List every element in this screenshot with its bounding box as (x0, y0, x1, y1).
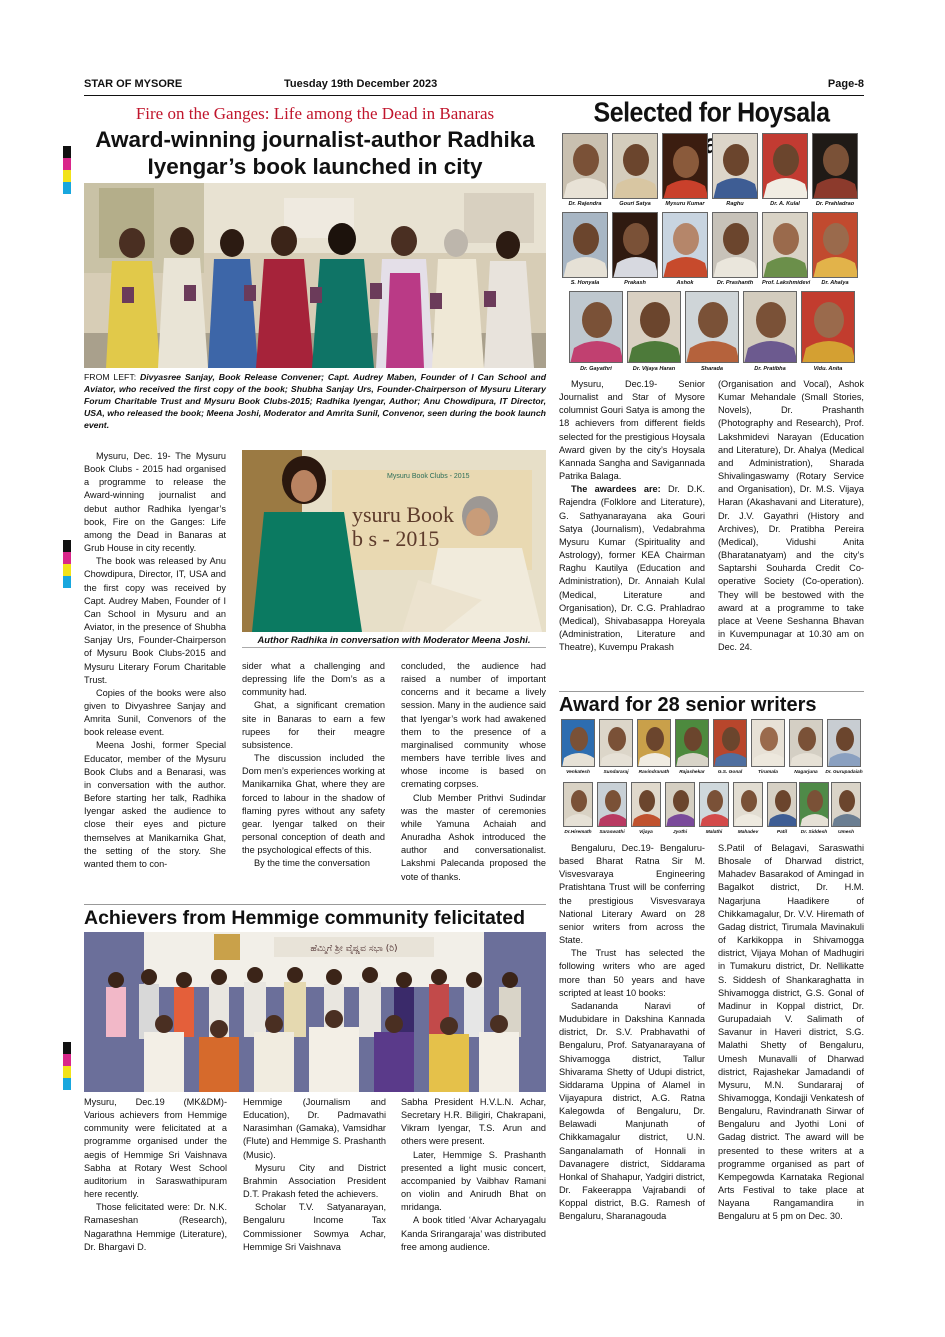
portrait-name: Dr. Rajendra (568, 201, 602, 207)
portrait (827, 719, 861, 767)
portrait (562, 212, 608, 278)
hoysala-col2-para: (Organisation and Vocal), Ashok Kumar Mehandale (Small Stories, Novels), Dr. Prashanth (Photography and Research), Prof. Lakshmidevi Narayan (Education and Literature), Dr. Ahalya (Medical and Administration), Sharada Shivalingaswamy (Rotary Service and Organisation), Dr. M.S. Vijaya Haran (Akashavani and Literature), Dr. J.V. Gayathri (History and Archives), Dr. Pratibha Pereira (Medical), Vidushi Anita (Bharatanatyam) and the city’s Saptarshi Souharda Credit Co-operative Society (Co-operation). They will be bestowed with the award at a programme to take place at Veene Seshanna Bhavan in Kuvempunagar at 10.30 am on Dec. 24. (718, 379, 864, 653)
registration-mark (63, 158, 71, 170)
book-col2-para: By the time the conversation (254, 858, 370, 869)
registration-mark (63, 182, 71, 194)
portrait (713, 719, 747, 767)
portrait-name: Dr. Ahalya (821, 280, 849, 286)
portrait (675, 719, 709, 767)
book-launch-illustration (84, 183, 546, 368)
hemmige-headline: Achievers from Hemmige community felicitated (84, 904, 546, 930)
portrait (799, 782, 829, 827)
hemmige-col1-para: Mysuru, Dec.19 (MK&DM)- Various achievers from Hemmige community were felicitated at a programme organised under the aegis of Hemmige Sri Vaishnava Sabha at Rotary West School auditorium in Saraswathipuram here recently. (84, 1097, 227, 1200)
portrait (712, 212, 758, 278)
senior-column-1 (559, 842, 705, 1262)
book-column-2 (242, 660, 385, 900)
hemmige-col1-para: Those felicitated were: Dr. N.K. Ramaseshan (Research), Nagarathna Hemmige (Literature), Dr. Bhargavi D. (84, 1202, 227, 1252)
caption-text: Divyasree Sanjay, Book Release Convener; Capt. Audrey Maben, Founder of I Can School and Aviator, who received the first copy of the book; Shubha Sanjay Urs, Founder-Chairperson of Mysuru Literary Forum Charitable Trust and Mysuru Book Clubs-2015; Radhika Iyengar, Author; Anu Chowdipura, IT Director, USA, who released the book; Meena Joshi, Moderator and Amrita Sunil, Convenor, seen during the book launch event. (84, 372, 546, 430)
portrait (685, 291, 739, 363)
hemmige-col3-para: A book titled ‘Alvar Acharyagalu Kanda Srirangaraja’ was distributed free among audience. (401, 1215, 546, 1252)
portrait (762, 212, 808, 278)
conversation-caption: Author Radhika in conversation with Moderator Meena Joshi. (242, 634, 546, 648)
portrait-name: Vijaya (639, 830, 653, 835)
portrait (789, 719, 823, 767)
book-col2-para: The discussion included the Dom men’s experiences working at Manikarnika Ghat, where they are forced to labour in the shadow of flaming pyres without any safety gear. Iyengar talked on their personal conception of death and the psychological effects of this. (242, 753, 385, 856)
registration-mark (63, 170, 71, 182)
conversation-illustration (242, 450, 546, 632)
portrait (637, 719, 671, 767)
portrait (831, 782, 861, 827)
book-col3-para: Club Member Prithvi Sudindar was the master of ceremonies while Yamuna Achaiah and Anuradha Ashok introduced the author and conversationalist. Lakshmi Palecanda proposed the vote of thanks. (401, 792, 546, 882)
conversation-photo (242, 450, 546, 632)
portrait-name: Dr. Prahladrao (815, 201, 855, 207)
senior-col1-para: Bengaluru, Dec.19- Bengaluru-based Bharat Ratna Sir M. Visvesvaraya Engineering Pratishtana Trust will be conferring the prestigious Visvesvaraya National Literary Award on 28 senior writers from across the State. (559, 843, 705, 946)
senior-column-2 (718, 842, 864, 1262)
portrait-name: Vidu. Anita (813, 366, 843, 372)
portrait-name: Dr. Prashanth (716, 280, 754, 286)
portrait-name: Raghu (726, 201, 744, 207)
book-col1-para: Copies of the books were also given to Divyashree Sanjay and Amrita Sunil, Convenors of the book release event. (84, 687, 226, 738)
book-kicker: Fire on the Ganges: Life among the Dead in Banaras (135, 104, 495, 123)
portrait-name: Jyothi (672, 830, 688, 835)
portrait-name: Gouri Satya (619, 201, 651, 207)
portrait-name: Venkatesh (566, 770, 590, 775)
hemmige-col3-para: Later, Hemmige S. Prashanth presented a light music concert, accompanied by Vaibhav Ramani on violin and Anirudh Bhat on mridanga. (401, 1149, 546, 1213)
book-col2-para: sider what a challenging and depressing life the Dom’s as a community had. (242, 661, 385, 698)
portrait (631, 782, 661, 827)
issue-date: Tuesday 19th December 2023 (284, 78, 438, 90)
paper-name: STAR OF MYSORE (84, 78, 183, 90)
hoysala-portraits-row2 (559, 212, 864, 288)
portrait (743, 291, 797, 363)
book-col1-para: Meena Joshi, former Special Educator, member of the Mysuru Book Clubs and a Benarasi, was in conversation with the author. Before starting her talk, Radhika Iyengar asked the audience to close their eyes and picture themselves at Manikarnika Ghat, the setting of the story. She wanted them to con- (84, 740, 226, 869)
banner-small-text: Mysuru Book Clubs - 2015 (387, 473, 470, 480)
portrait-name: Saraswathi (599, 830, 625, 835)
portrait-name: Ashok (676, 280, 694, 286)
portrait (563, 782, 593, 827)
portrait (599, 719, 633, 767)
hemmige-illustration (84, 932, 546, 1092)
book-col1-para: Mysuru, Dec. 19- The Mysuru Book Clubs - 2015 had organised a programme to release the Award-winning journalist and debut author Radhika Iyengar’s book, Fire on the Ganges: Life among the Dead in Banaras at Grub House in city recently. (84, 451, 226, 554)
book-col2-para: Ghat, a significant cremation site in Banaras to earn a few rupees for their meagre subsistence. (242, 700, 385, 750)
portrait-name: Dr.Hiremath (564, 830, 592, 835)
hoysala-col1-para (559, 483, 705, 654)
portrait (597, 782, 627, 827)
portrait (627, 291, 681, 363)
portrait-name: Sundararaj (603, 770, 629, 775)
hemmige-col2-para: Mysuru City and District Brahmin Association President D.T. Prakash feted the achievers. (243, 1162, 386, 1200)
hoysala-col1-para: Mysuru, Dec.19- Senior Journalist and Star of Mysore columnist Gouri Satya is among the 18 achievers from different fields selected for the prestigious Hoysala Award given by the city’s Hoysala Kannada Sangha and Savigannada Patrika Balaga. (559, 379, 705, 482)
portrait-name: Mahadev (737, 830, 759, 835)
page-header (84, 78, 864, 96)
portrait-name: Sharada (700, 366, 724, 372)
book-launch-photo (84, 183, 546, 368)
portrait (812, 133, 858, 199)
hoysala-column-1 (559, 378, 705, 688)
senior-portraits-row2 (559, 782, 864, 840)
portrait (751, 719, 785, 767)
hemmige-column-2 (243, 1096, 386, 1266)
portrait (562, 133, 608, 199)
registration-mark (63, 540, 71, 552)
portrait-name: Rajashekar (679, 770, 705, 775)
portrait-name: Nagarjuna (794, 770, 818, 775)
registration-mark (63, 1042, 71, 1054)
hoysala-portraits-row1 (559, 133, 864, 209)
hemmige-col2-para: Scholar T.V. Satyanarayan, Bengaluru Income Tax Commissioner Sowmya Achar, Hemmige Sri Vaishnava (243, 1202, 386, 1252)
portrait-name: Dr. Pratibha (754, 366, 786, 372)
senior-portraits-row1 (559, 719, 864, 781)
book-headline-line1: Award-winning journalist-author Radhika (95, 127, 535, 152)
portrait-name: Umesh (838, 830, 854, 835)
portrait (762, 133, 808, 199)
portrait (699, 782, 729, 827)
portrait (561, 719, 595, 767)
awardees-list: Dr. D.K. Rajendra (Folklore and Literature), G. Sathyanarayana aka Gouri Satya (Journalism), Vedabrahma Mysuru Kumar (Spirituality and Astrology), former KEA Chairman Raghu Kautilya (Education and Administration), Dr. Annaiah Kulal (Medical, Literature and Organisation), Dr. C.G. Prahladrao (Medical), Shivabasappa Horeyala (Administration, Literature and Theatre), Kuvempu Prakash (559, 484, 705, 653)
registration-mark (63, 1054, 71, 1066)
portrait-name: Patil (776, 830, 788, 835)
portrait-name: Malathi (705, 830, 723, 835)
portrait-name: Tirumala (758, 770, 778, 775)
registration-mark (63, 564, 71, 576)
hemmige-column-3 (401, 1096, 546, 1266)
senior-col1-para: Sadananda Naravi of Mudubidare in Dakshina Kannada district, Dr. S.V. Prabhavathi of Bengaluru, Prof. Satyanarayana of Shivamogga district, Tallur Shivarama Shetty of Udupi district, Siddarama Uppina of Alamel in Vijayapura district, A.G. Ratna Kalegowda of Bengaluru, Dr. Belawadi Manjunath of Chikkamagalur district, U.N. Sanganalamath of Honnali in Davanagere district, Siddarama Honkal of Shahapur, Yadgiri district, Dr. Fakeerappa Vajrabandi of Koppal district, B.G. Ramesh of Bengaluru, Sharanagouda (559, 1000, 705, 1222)
portrait (612, 212, 658, 278)
banner-line1: ysuru Book (352, 502, 455, 527)
senior-col1-para: The Trust has selected the following writers who are aged more than 50 years and have scripted at least 10 books: (559, 948, 705, 998)
hoysala-headline: Selected for Hoysala (593, 97, 830, 128)
sabha-banner: ಹೆಮ್ಮಿಗೆ ಶ್ರೀ ವೈಷ್ಣವ ಸಭಾ (ರಿ) (310, 944, 398, 954)
portrait-name: S. Honyala (570, 280, 600, 286)
awardees-lead: The awardees are: (571, 484, 661, 495)
portrait-name: Dr. Gayathri (580, 366, 612, 372)
book-column-3 (401, 660, 546, 900)
registration-mark (63, 576, 71, 588)
portrait (665, 782, 695, 827)
portrait-name: Dr. Vijaya Haran (632, 366, 676, 372)
hoysala-column-2 (718, 378, 864, 688)
portrait-name: G.S. Gonal (717, 770, 743, 775)
hemmige-col3-para: Sabha President H.V.L.N. Achar, Secretary H.R. Biligiri, Chakrapani, Vikram Iyengar, T.S. Arun and others were present. (401, 1097, 546, 1147)
portrait (662, 212, 708, 278)
book-col1-para: The book was released by Anu Chowdipura, Director, IT, USA and the first copy was received by Capt. Audrey Maben, Founder of I Can School in Mysuru and an Aviator, in the presence of Shubha Sanjay Urs, Founder-Chairperson of Mysuru Book Clubs-2015 and Mysuru Literary Forum Charitable Trust. (84, 556, 226, 685)
portrait-name: Prakash (624, 280, 646, 286)
portrait-name: Mysuru Kumar (665, 201, 705, 207)
portrait (662, 133, 708, 199)
portrait-name: Dr. A. Kulal (770, 201, 800, 207)
page-number: Page-8 (827, 78, 864, 90)
hoysala-portraits-row3 (559, 291, 864, 375)
portrait (569, 291, 623, 363)
portrait-name: Prof. Lakshmidevi (762, 280, 811, 286)
registration-mark (63, 552, 71, 564)
portrait (812, 212, 858, 278)
registration-mark (63, 146, 71, 158)
portrait (801, 291, 855, 363)
senior-headline: Award for 28 senior writers (559, 691, 864, 717)
senior-col2-para: S.Patil of Belagavi, Saraswathi Bhosale of Dharwad district, Mahadev Basarakod of Amingad in Bagalkot district, Dr. H.M. Nagarjuna Haadikere of Chikkamagalur, Dr. V.V. Hiremath of Gadag district, Tirumala Mavinakuli of Karkikoppa in Shivamogga district, Vijaya Mohan of Madhugiri in Tumakuru district, Dr. Nellikatte S. Siddesh of Shankaraghatta in Shivamogga district, G.S. Gonal of Madinur in Koppal district, Dr. Gurupadaiah V. Salimath of Savanur in Haveri district, S.G. Malathi Shetty of Bengaluru, Umesh Munavalli of Dharwad district, Rajashekar Jamadandi of Mysuru, M.N. Sundararaj of Shivamogga, Kondajji Venkatesh of Bengaluru, Ravindranath Sirwar of Bengaluru and Jyothi Loni of Gadag district. The award will be presented to these writers at a programme organised as part of Kempegowda Karnataka Regional Arts Festival to take place at Nayana Rangamandira in Bengaluru at 5 pm on Dec. 30. (718, 843, 864, 1222)
registration-mark (63, 1066, 71, 1078)
hemmige-col2-para: Hemmige (Journalism and Education), Dr. Padmavathi Narasimhan (Gamaka), Vamsidhar (Flute) and Hemmige S. Prashanth (Music). (243, 1097, 386, 1160)
book-headline-line2: Iyengar’s book launched in city (147, 154, 483, 179)
portrait-name: Ravindranath (638, 770, 670, 775)
portrait (767, 782, 797, 827)
hemmige-column-1 (84, 1096, 227, 1266)
portrait (612, 133, 658, 199)
book-column-1 (84, 450, 226, 900)
portrait (733, 782, 763, 827)
book-launch-caption (84, 371, 546, 431)
book-col3-para: concluded, the audience had raised a number of important concerns and it became a lively session. Many in the audience said that Iyengar’s work had awakened them to the presence of a marginalised community whose members have terrible lives and whose income is based on cremating corpses. (401, 661, 546, 790)
registration-mark (63, 1078, 71, 1090)
hemmige-group-photo (84, 932, 546, 1092)
portrait-name: Dr. Siddesh (800, 830, 828, 835)
portrait (712, 133, 758, 199)
portrait-name: Dr. Gurupadaiah (825, 770, 863, 775)
book-headline (84, 126, 546, 180)
banner-line2: b s - 2015 (352, 526, 440, 551)
caption-lead: FROM LEFT: (84, 372, 140, 382)
